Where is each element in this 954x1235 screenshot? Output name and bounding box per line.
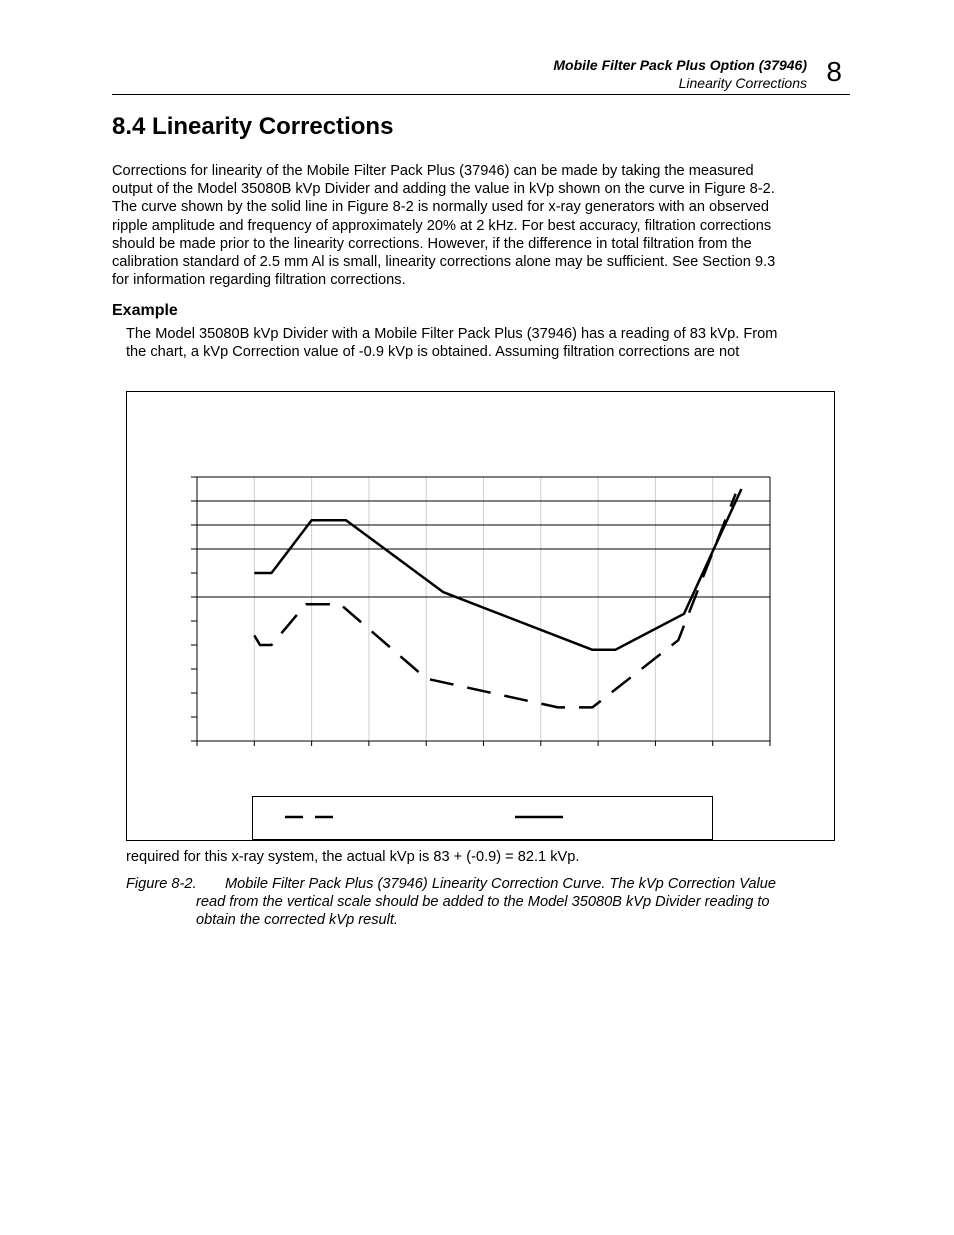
figure-caption	[126, 875, 836, 930]
chapter-number: 8	[826, 56, 842, 87]
example-line: the chart, a kVp Correction value of -0.9 kVp is obtained. Assuming filtration corrections are not	[126, 344, 740, 361]
body-line: calibration standard of 2.5 mm Al is small, linearity corrections alone may be sufficient. See Section 9.3	[112, 254, 776, 271]
caption-text: read from the vertical scale should be added to the Model 35080B kVp Divider reading to	[196, 894, 770, 911]
example-paragraph	[126, 325, 846, 361]
chart-series-dashed-line	[254, 494, 735, 708]
caption-text: obtain the corrected kVp result.	[196, 912, 398, 929]
caption-label: Figure 8-2.	[126, 876, 197, 892]
body-line: The curve shown by the solid line in Figure 8-2 is normally used for x-ray generators with an observed	[112, 199, 770, 216]
chart-frame	[126, 391, 835, 841]
body-line: Corrections for linearity of the Mobile Filter Pack Plus (37946) can be made by taking the measured	[112, 163, 754, 179]
section-title: 8.4 Linearity Corrections	[112, 113, 394, 140]
body-line: output of the Model 35080B kVp Divider and adding the value in kVp shown on the curve in Figure 8-2.	[112, 181, 775, 198]
header-text	[553, 56, 807, 92]
header-subtitle: Linearity Corrections	[678, 75, 807, 91]
body-line: should be made prior to the linearity corrections. However, if the difference in total filtration from the	[112, 235, 752, 252]
example-line: The Model 35080B kVp Divider with a Mobile Filter Pack Plus (37946) has a reading of 83 kVp. From	[126, 326, 778, 342]
chart-legend	[252, 796, 713, 840]
body-line: for information regarding filtration corrections.	[112, 272, 406, 289]
header-title: Mobile Filter Pack Plus Option (37946)	[553, 57, 807, 73]
caption-text: Mobile Filter Pack Plus (37946) Linearity Correction Curve. The kVp Correction Value	[225, 876, 777, 892]
linearity-chart	[127, 392, 834, 840]
page-header	[112, 56, 850, 95]
example-heading: Example	[112, 302, 178, 319]
caption-first-line	[126, 875, 836, 893]
legend-swatches	[253, 797, 712, 839]
body-paragraph	[112, 162, 842, 289]
body-line: ripple amplitude and frequency of approximately 20% at 2 kHz. For best accuracy, filtration corrections	[112, 217, 772, 234]
example-continuation: required for this x-ray system, the actual kVp is 83 + (-0.9) = 82.1 kVp.	[126, 849, 580, 865]
chart-series-solid-line	[254, 489, 741, 650]
